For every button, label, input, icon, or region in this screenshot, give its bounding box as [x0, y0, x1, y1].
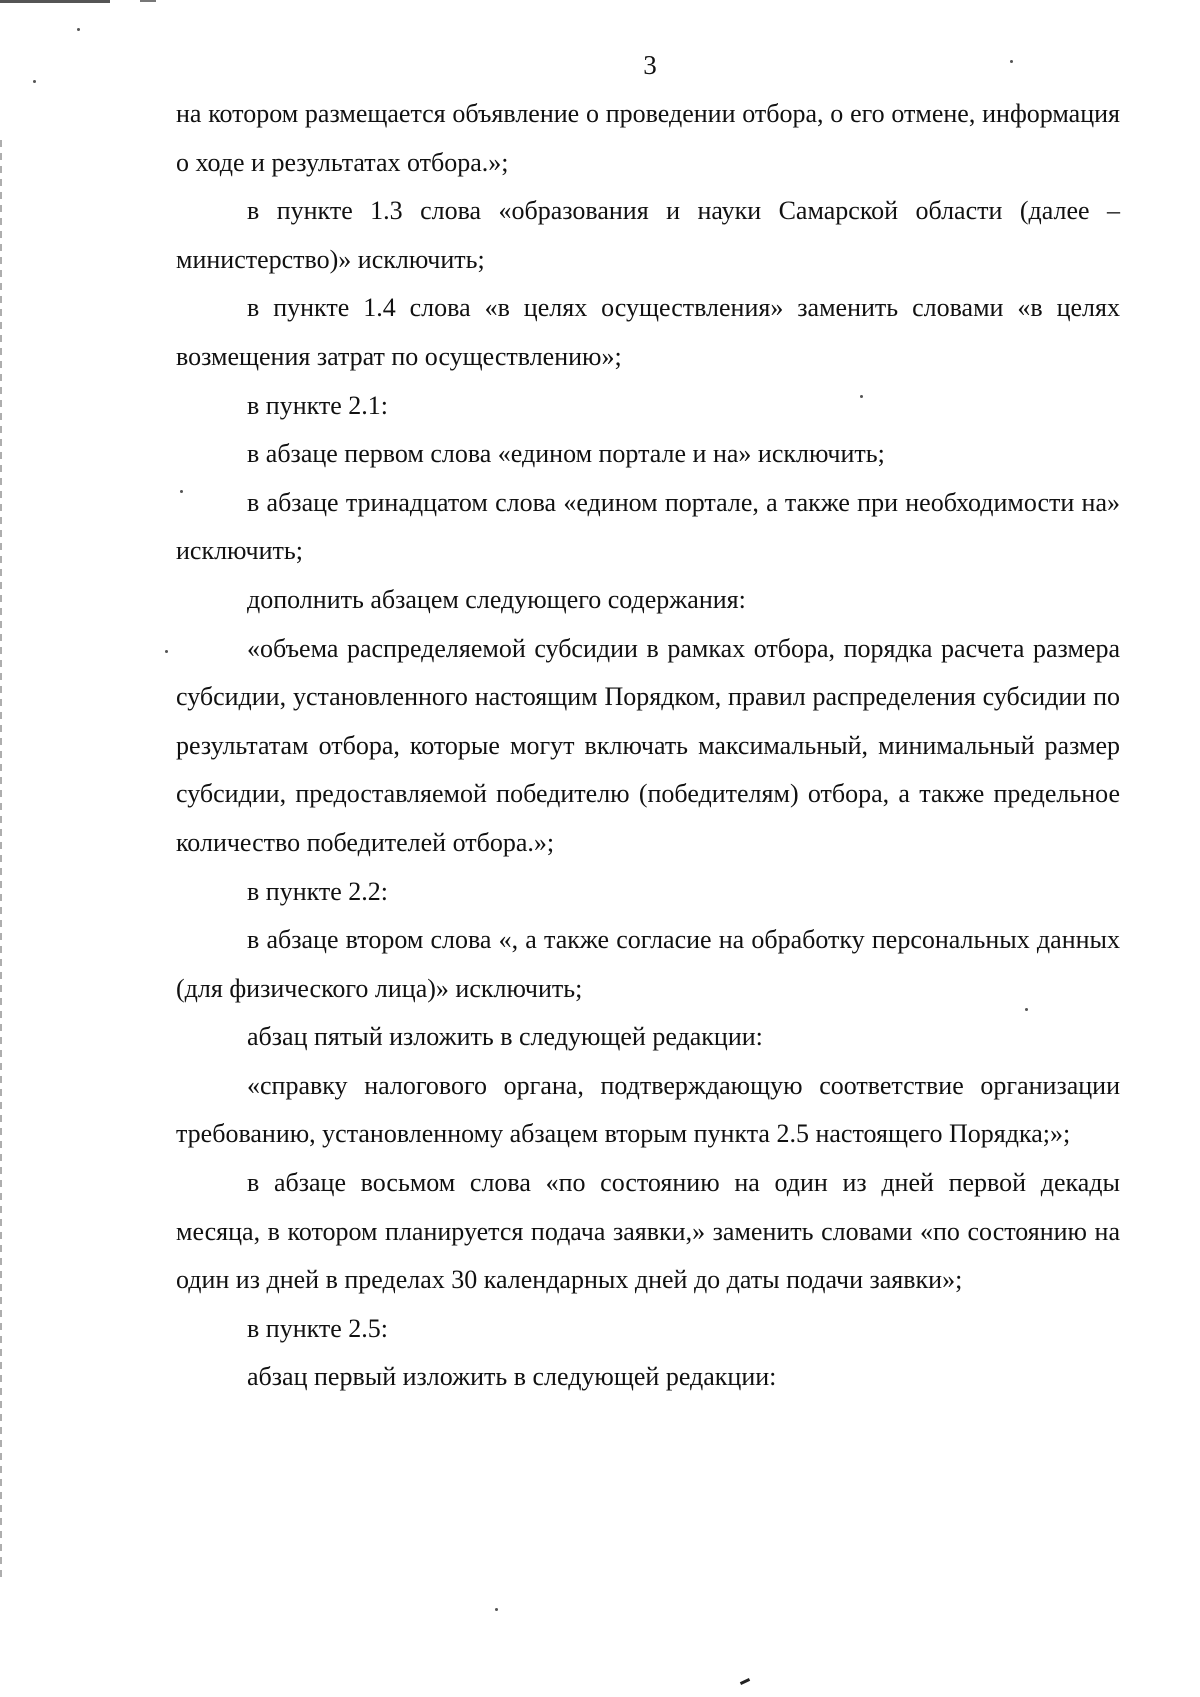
paragraph: в пункте 1.4 слова «в целях осуществления» заменить словами «в целях возмещения затрат по осуществлению»;: [176, 293, 1120, 371]
scan-speck: [495, 1608, 498, 1611]
paragraph: абзац первый изложить в следующей редакции:: [247, 1362, 777, 1392]
paragraph: в абзаце первом слова «едином портале и на» исключить;: [247, 439, 885, 469]
paragraph: «объема распределяемой субсидии в рамках отбора, порядка расчета размера субсидии, установленного настоящим Порядком, правил распределения субсидии по результатам отбора, которые могут включать максимальный, минимальный размер субсидии, предоставляемой победителю (победителям) отбора, а также предельное количество победителей отбора.»;: [176, 633, 1120, 857]
paragraph: в абзаце восьмом слова «по состоянию на один из дней первой декады месяца, в котором планируется подача заявки,» заменить словами «по состоянию на один из дней в пределах 30 календарных дней до даты подачи заявки»;: [176, 1168, 1120, 1295]
scan-speck: [77, 28, 80, 31]
scan-artifact-left-edge: [0, 140, 2, 1580]
paragraph: в абзаце втором слова «, а также согласие на обработку персональных данных (для физического лица)» исключить;: [176, 925, 1120, 1003]
paragraph: в пункте 1.3 слова «образования и науки Самарской области (далее – министерство)» исключить;: [176, 196, 1120, 274]
paragraph: дополнить абзацем следующего содержания:: [247, 584, 746, 614]
paragraph: «справку налогового органа, подтверждающую соответствие организации требованию, установленному абзацем вторым пункта 2.5 настоящего Порядка;»;: [176, 1070, 1120, 1149]
paragraph: в абзаце тринадцатом слова «едином портале, а также при необходимости на» исключить;: [176, 487, 1120, 566]
scan-artifact-top-line: [0, 0, 110, 3]
paragraph: в пункте 2.5:: [247, 1313, 389, 1343]
paragraph: в пункте 2.1:: [247, 390, 389, 420]
scan-artifact-top-mark: [140, 0, 156, 2]
paragraph: на котором размещается объявление о проведении отбора, о его отмене, информация о ходе и результатах отбора.»;: [176, 99, 1120, 177]
paragraph: абзац пятый изложить в следующей редакции:: [247, 1022, 763, 1052]
scan-speck: [165, 650, 168, 653]
paragraph: в пункте 2.2:: [247, 876, 389, 906]
document-body: [176, 90, 1120, 1402]
scan-artifact-mark: [740, 1678, 750, 1685]
page-number: 3: [643, 50, 657, 80]
